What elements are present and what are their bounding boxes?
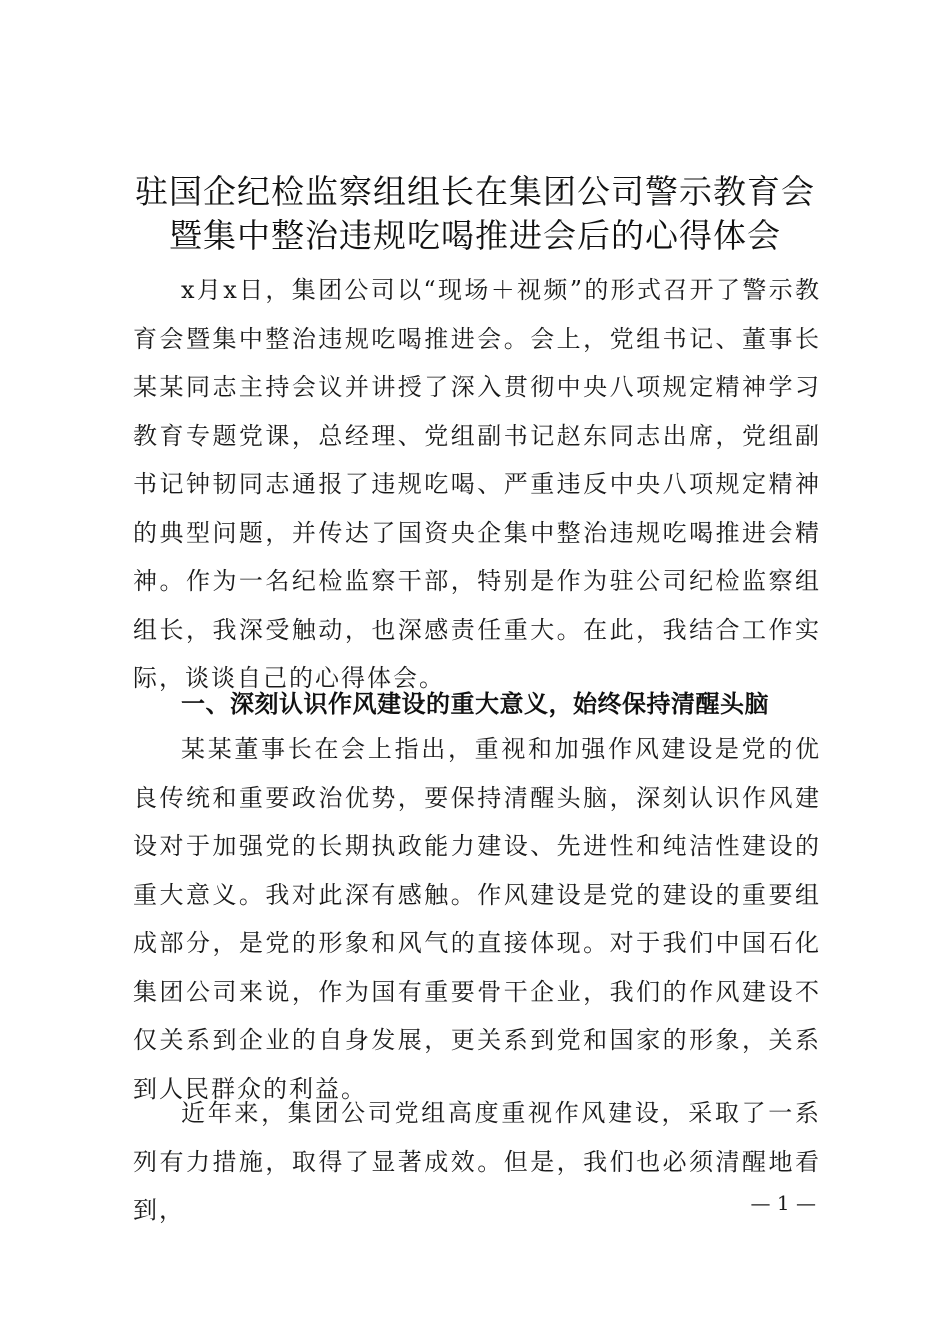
- page-number: — 1 —: [750, 1191, 816, 1215]
- document-title-line-2: 暨集中整治违规吃喝推进会后的心得体会: [169, 216, 781, 255]
- paragraph-section-1: 某某董事长在会上指出，重视和加强作风建设是党的优良传统和重要政治优势，要保持清醒头脑，深刻认识作风建设对于加强党的长期执政能力建设、先进性和纯洁性建设的重大意义。我对此深有感触。作风建设是党的建设的重要组成部分，是党的形象和风气的直接体现。对于我们中国石化集团公司来说，作为国有重要骨干企业，我们的作风建设不仅关系到企业的自身发展，更关系到党和国家的形象，关系到人民群众的利益。: [133, 735, 821, 1103]
- paragraph-section-1-continued: 近年来，集团公司党组高度重视作风建设，采取了一系列有力措施，取得了显著成效。但是，我们也必须清醒地看到，: [133, 1099, 821, 1224]
- paragraph-intro: x月x日，集团公司以“现场＋视频”的形式召开了警示教育会暨集中整治违规吃喝推进会。会上，党组书记、董事长某某同志主持会议并讲授了深入贯彻中央八项规定精神学习教育专题党课，总经理、党组副书记赵东同志出席，党组副书记钟韧同志通报了违规吃喝、严重违反中央八项规定精神的典型问题，并传达了国资央企集中整治违规吃喝推进会精神。作为一名纪检监察干部，特别是作为驻公司纪检监察组组长，我深受触动，也深感责任重大。在此，我结合工作实际，谈谈自己的心得体会。: [133, 276, 821, 692]
- document-title-line-1: 驻国企纪检监察组组长在集团公司警示教育会: [135, 172, 815, 211]
- section-heading-1: 一、深刻认识作风建设的重大意义，始终保持清醒头脑: [181, 690, 769, 718]
